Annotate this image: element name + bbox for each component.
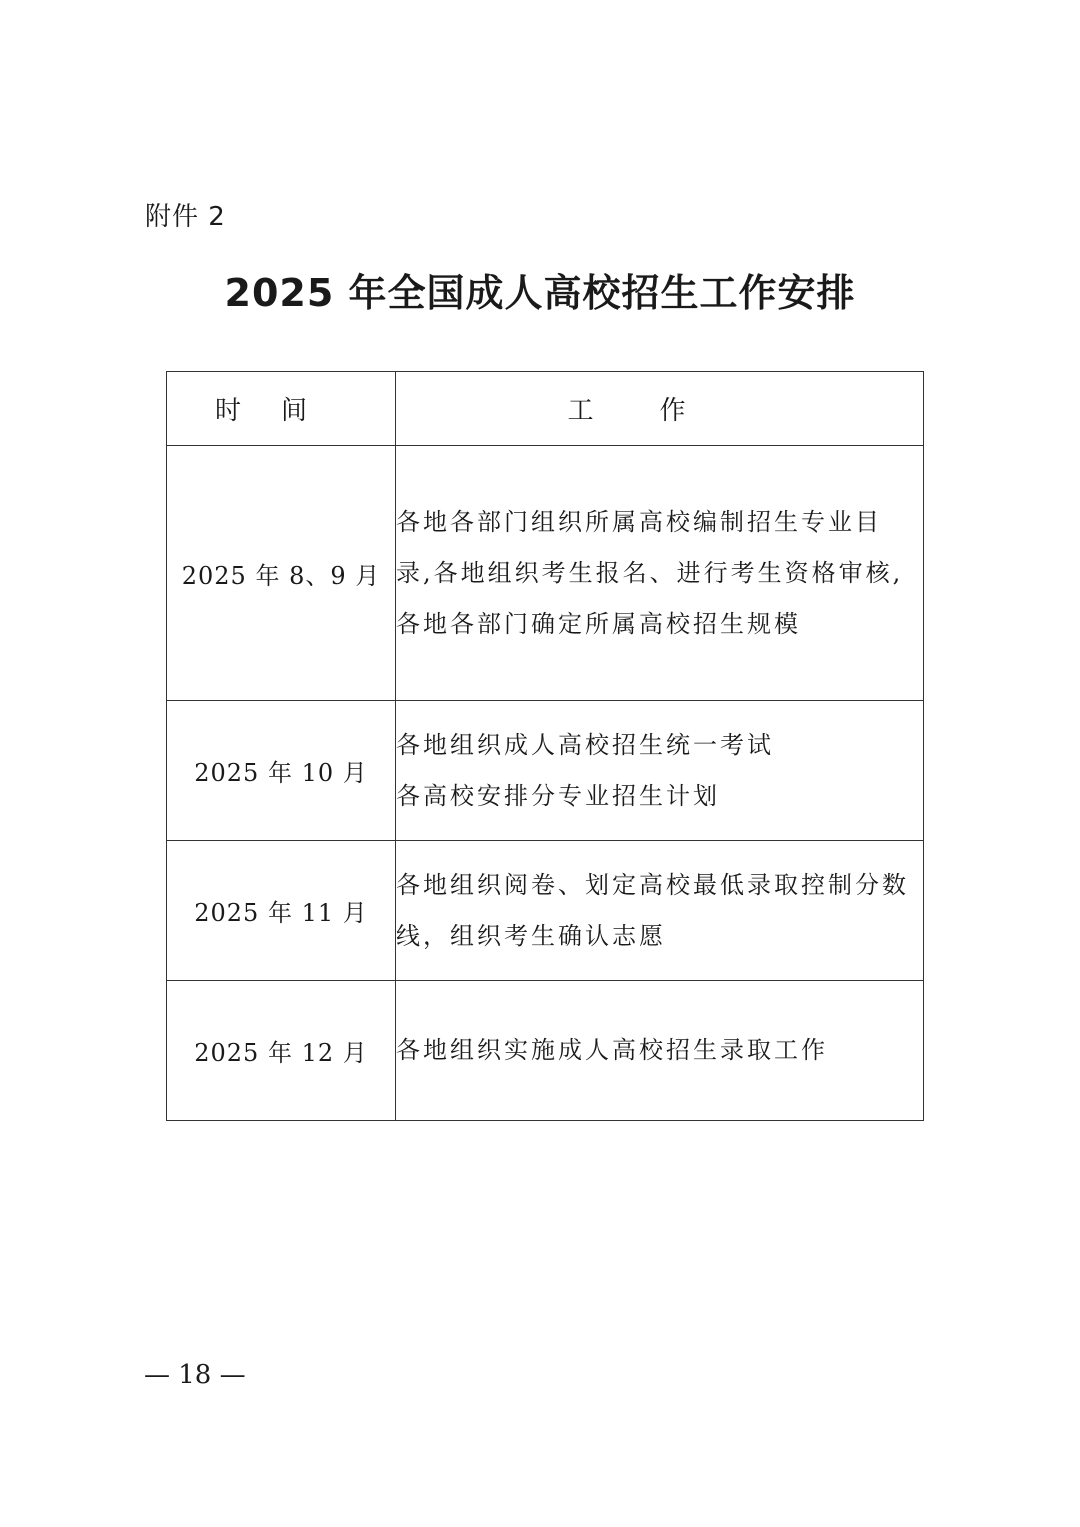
table-header-row bbox=[167, 372, 924, 446]
header-time: 时间 bbox=[167, 372, 396, 446]
work-line: 各地组织成人高校招生统一考试 bbox=[396, 730, 774, 759]
work-cell bbox=[396, 981, 924, 1121]
table-row bbox=[167, 701, 924, 841]
work-cell bbox=[396, 446, 924, 701]
work-line: 各地各部门确定所属高校招生规模 bbox=[396, 609, 801, 638]
table-row bbox=[167, 841, 924, 981]
document-title: 2025 年全国成人高校招生工作安排 bbox=[224, 271, 856, 315]
table-row bbox=[167, 981, 924, 1121]
work-line: 线，组织考生确认志愿 bbox=[396, 921, 666, 950]
header-work: 工作 bbox=[396, 372, 924, 446]
work-line: 各地组织阅卷、划定高校最低录取控制分数 bbox=[396, 870, 909, 899]
work-line: 各地组织实施成人高校招生录取工作 bbox=[396, 1036, 828, 1064]
page-number: — 18 — bbox=[144, 1360, 246, 1390]
work-cell bbox=[396, 841, 924, 981]
attachment-label: 附件 2 bbox=[145, 202, 226, 232]
time-cell: 2025 年 10 月 bbox=[167, 701, 396, 841]
work-line: 录,各地组织考生报名、进行考生资格审核, bbox=[396, 558, 904, 587]
time-cell: 2025 年 11 月 bbox=[167, 841, 396, 981]
time-cell: 2025 年 8、9 月 bbox=[167, 446, 396, 701]
work-line: 各高校安排分专业招生计划 bbox=[396, 781, 720, 810]
table-row bbox=[167, 446, 924, 701]
work-line: 各地各部门组织所属高校编制招生专业目 bbox=[396, 507, 882, 536]
time-cell: 2025 年 12 月 bbox=[167, 981, 396, 1121]
work-cell bbox=[396, 701, 924, 841]
schedule-table bbox=[166, 371, 924, 1121]
